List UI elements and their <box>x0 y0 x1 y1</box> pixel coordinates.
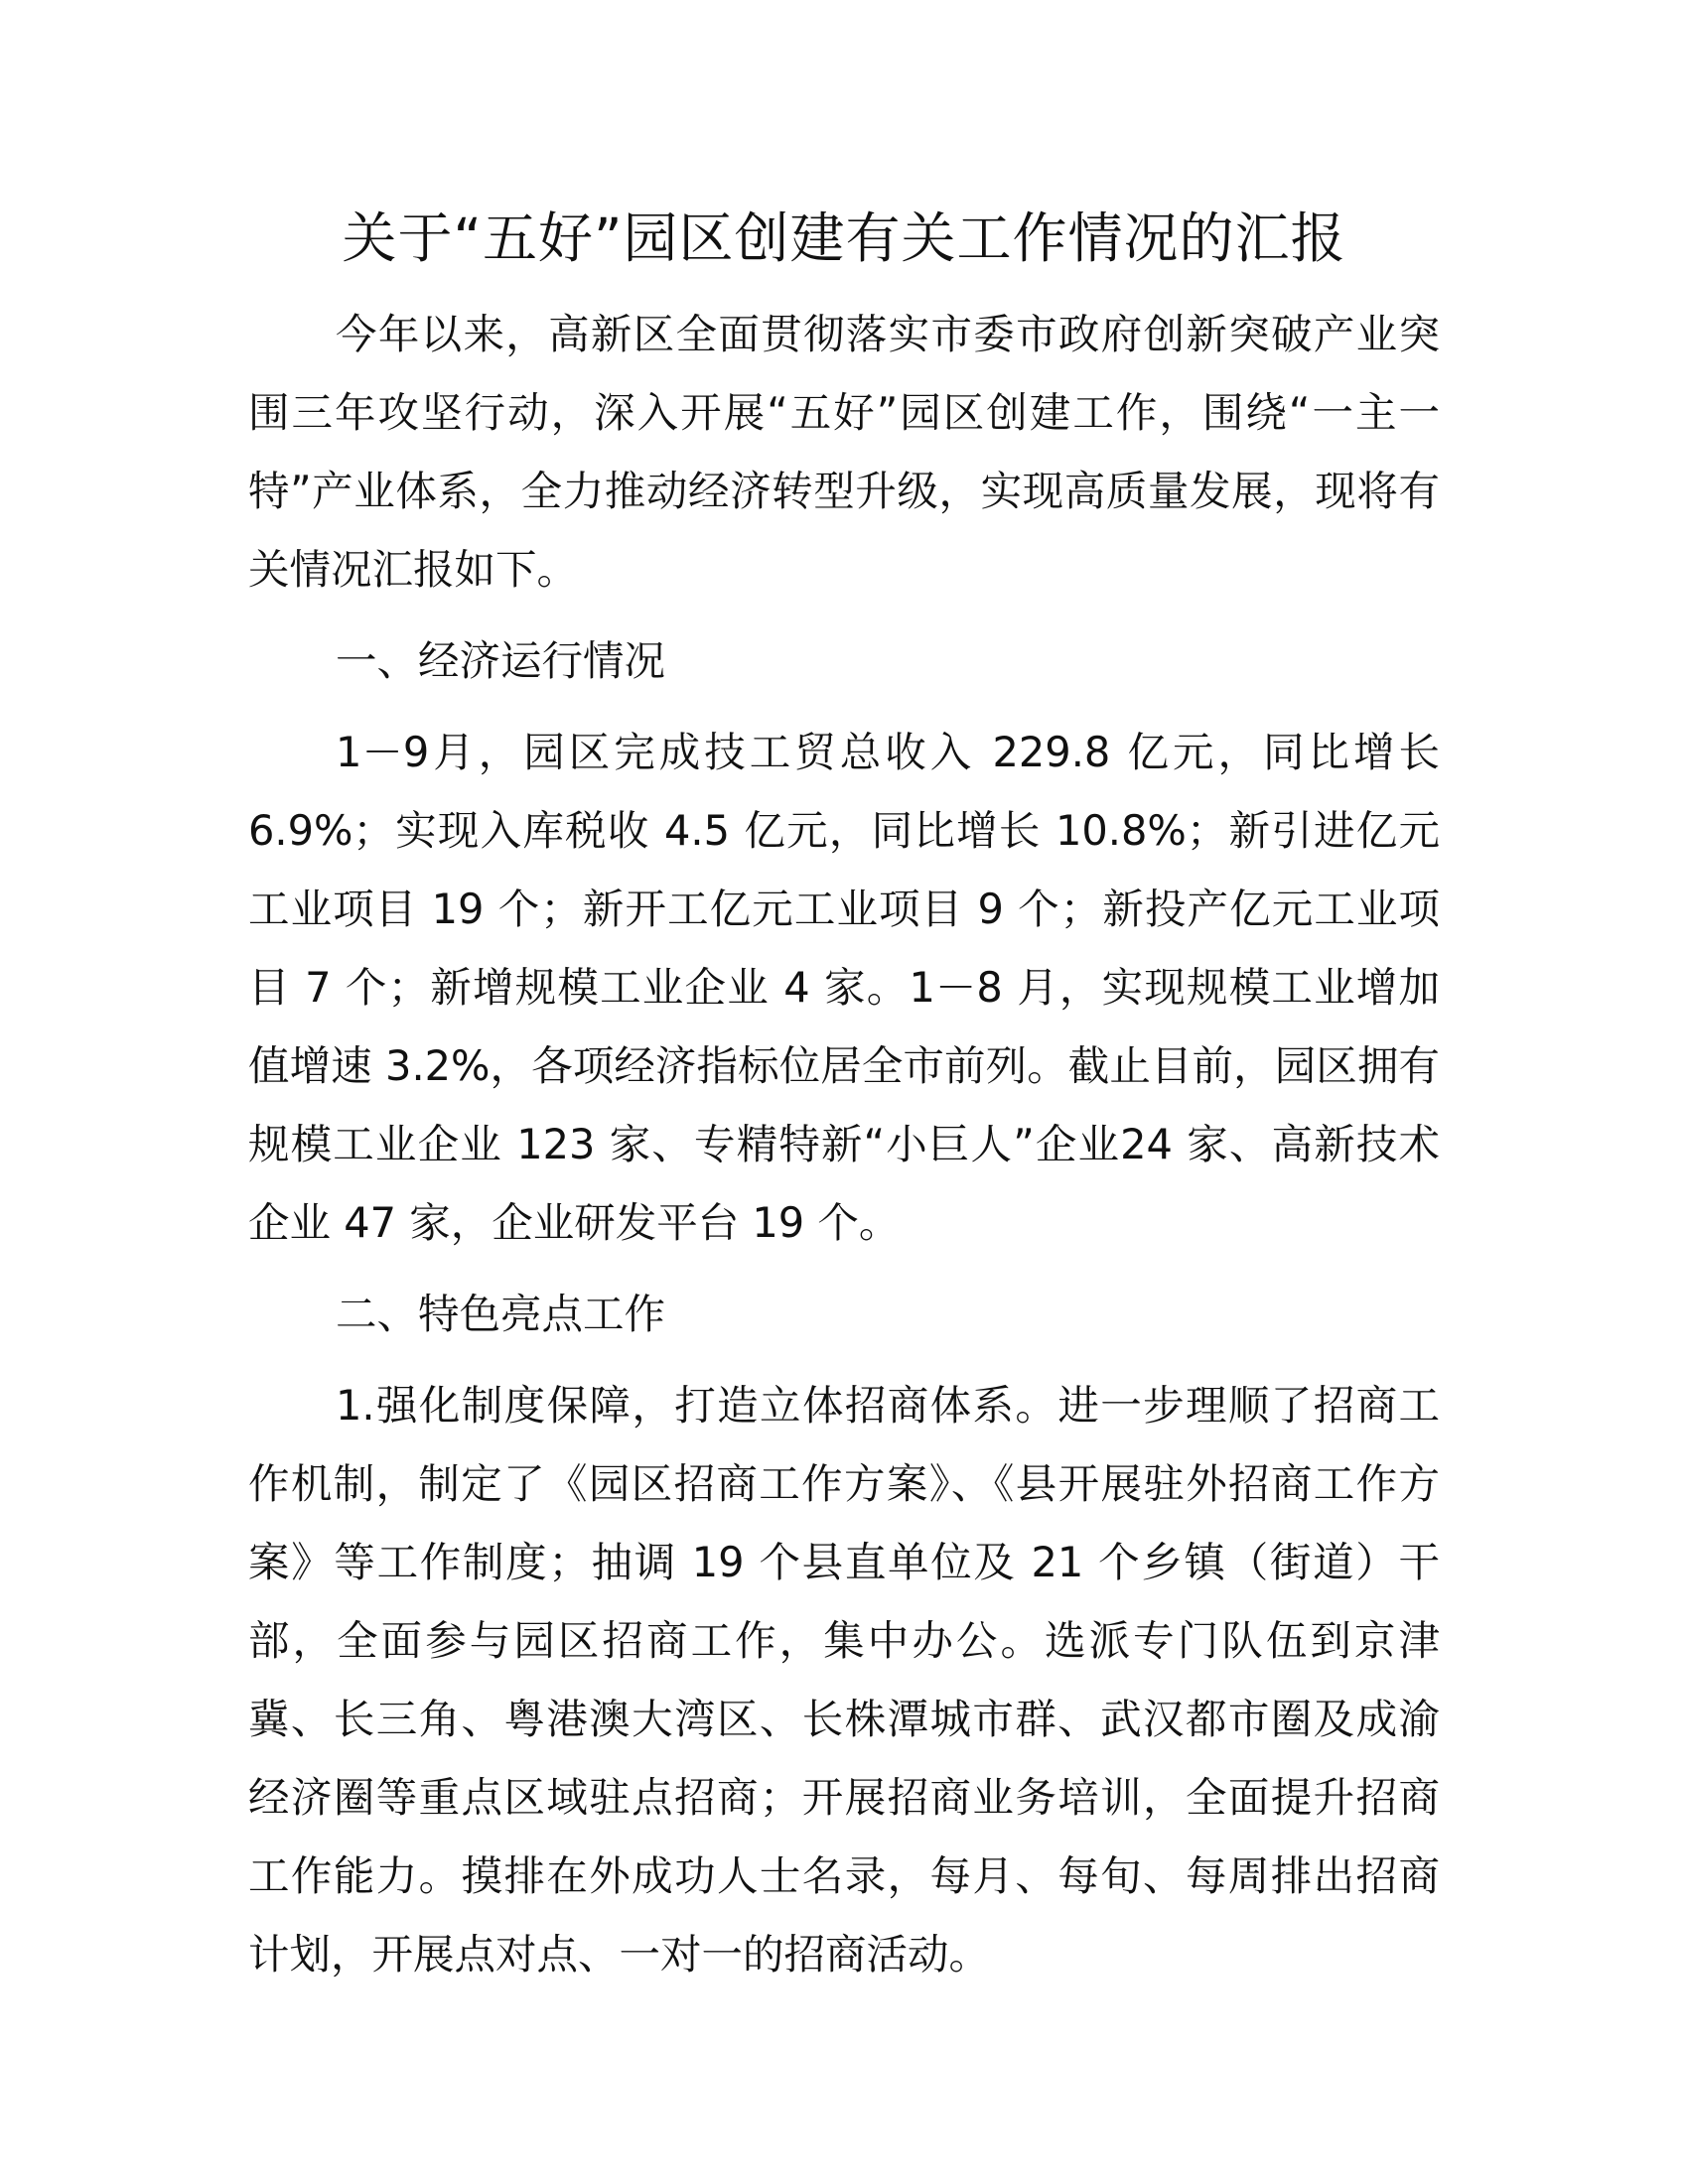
economy-paragraph: 1－9月，园区完成技工贸总收入 229.8 亿元，同比增长6.9%；实现入库税收 4.5 亿元，同比增长 10.8%；新引进亿元工业项目 19 个；新开工亿元工业项目 9 个；新投产亿元工业项目 7 个；新增规模工业企业 4 家。1－8 月，实现规模工业增加值增速 3.2%，各项经济指标位居全市前列。截止目前，园区拥有规模工业企业 123 家、专精特新“小巨人”企业24 家、高新技术企业 47 家，企业研发平台 19 个。 <box>248 728 1440 1247</box>
section-heading-highlights: 二、特色亮点工作 <box>336 1290 666 1338</box>
intro-paragraph: 今年以来，高新区全面贯彻落实市委市政府创新突破产业突围三年攻坚行动，深入开展“五好”园区创建工作，围绕“一主一特”产业体系，全力推动经济转型升级，实现高质量发展，现将有关情况汇报如下。 <box>248 310 1440 594</box>
section-heading-economy: 一、经济运行情况 <box>336 636 666 685</box>
document-body <box>248 295 1440 2006</box>
document-title: 关于“五好”园区创建有关工作情况的汇报 <box>342 206 1346 270</box>
highlight-paragraph-1: 1.强化制度保障，打造立体招商体系。进一步理顺了招商工作机制，制定了《园区招商工作方案》、《县开展驻外招商工作方案》等工作制度；抽调 19 个县直单位及 21 个乡镇（街道）干部，全面参与园区招商工作，集中办公。选派专门队伍到京津冀、长三角、粤港澳大湾区、长株潭城市群、武汉都市圈及成渝经济圈等重点区域驻点招商；开展招商业务培训，全面提升招商工作能力。摸排在外成功人士名录，每月、每旬、每周排出招商计划，开展点对点、一对一的招商活动。 <box>248 1381 1440 1979</box>
